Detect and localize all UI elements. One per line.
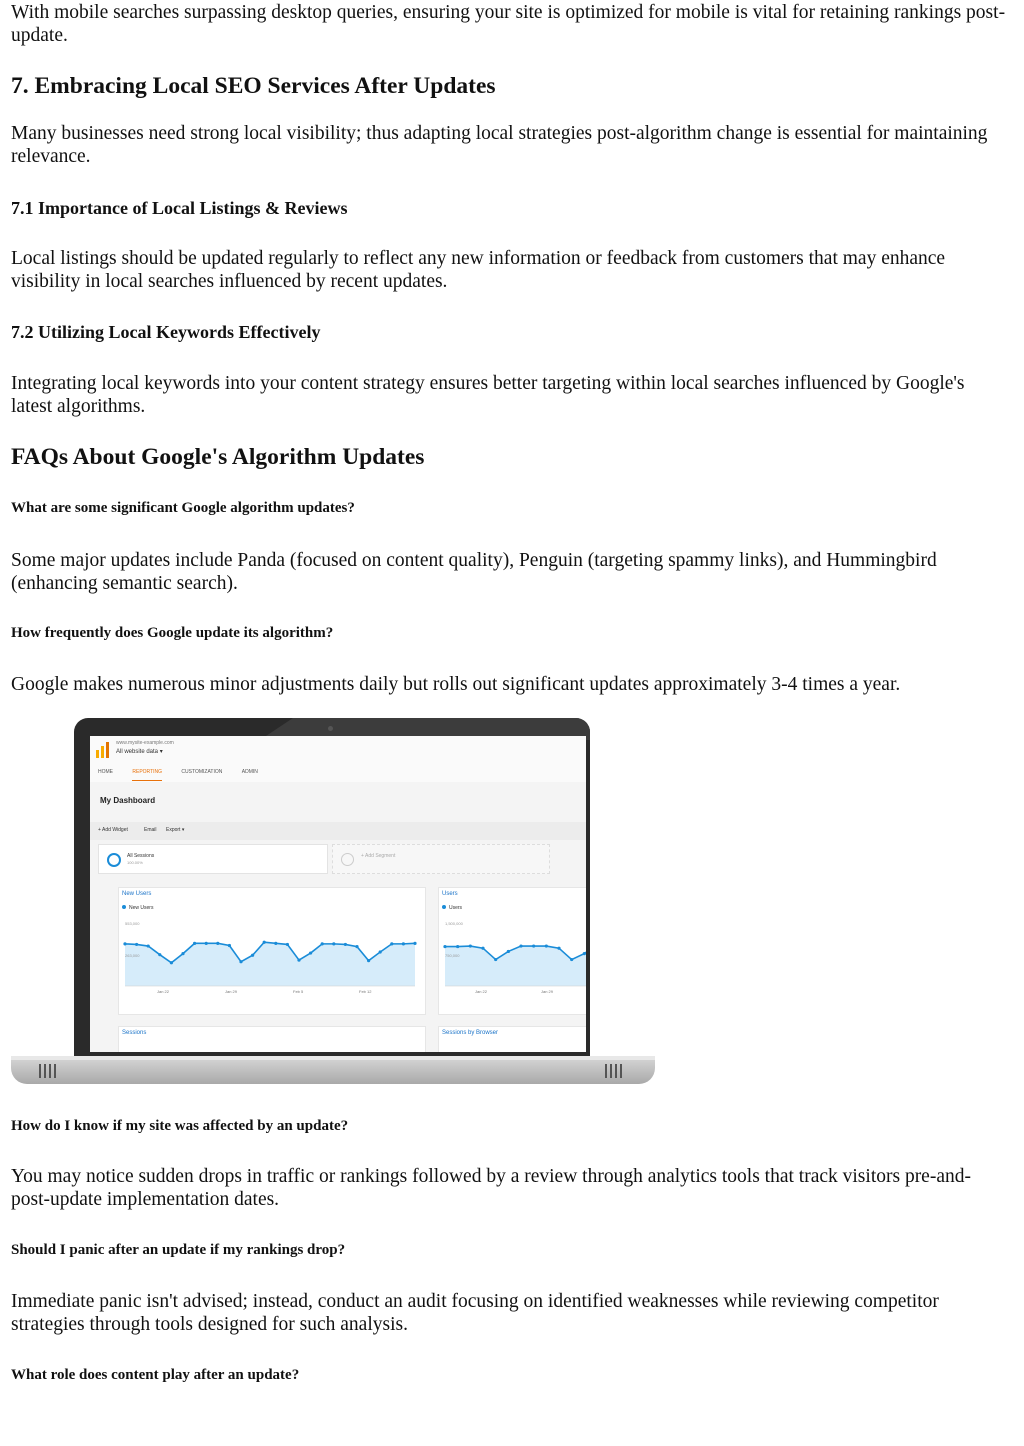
- legend-label: Users: [449, 905, 463, 911]
- add-segment-label: + Add Segment: [361, 853, 396, 859]
- data-point: [545, 944, 548, 947]
- area-fill: [445, 944, 586, 986]
- analytics-dashboard-screenshot: [90, 736, 586, 1052]
- sessions-by-browser-card: [438, 1026, 586, 1052]
- camera-dot: [328, 726, 333, 731]
- data-point: [402, 942, 405, 945]
- card-legend: [122, 905, 153, 911]
- y-tick: 263,000: [125, 953, 140, 958]
- data-point: [147, 944, 150, 947]
- analytics-logo-icon: [96, 742, 110, 758]
- segment-name: All Sessions: [127, 853, 155, 859]
- data-point: [205, 942, 208, 945]
- add-segment-box: [332, 844, 550, 874]
- x-tick: Jan 29: [225, 989, 238, 994]
- sessions-card: [118, 1026, 426, 1052]
- data-point: [413, 942, 416, 945]
- data-point: [519, 944, 522, 947]
- data-point: [507, 950, 510, 953]
- intro-paragraph: With mobile searches surpassing desktop queries, ensuring your site is optimized for mobile is vital for retaining rankings post-update.: [11, 2, 1006, 46]
- faq-question: What are some significant Google algorithm updates?: [11, 500, 355, 516]
- data-point: [390, 942, 393, 945]
- data-point: [135, 943, 138, 946]
- data-point: [263, 941, 266, 944]
- new-users-card: [118, 887, 426, 1015]
- data-point: [379, 950, 382, 953]
- x-tick: Jan 22: [475, 989, 488, 994]
- legend-dot: [442, 905, 446, 909]
- faq-answer: You may notice sudden drops in traffic or rankings followed by a review through analytics tools that track visitors pre-and-post-update implementation dates.: [11, 1166, 971, 1210]
- nav-reporting: REPORTING: [132, 769, 162, 781]
- users-sparkline: [439, 912, 586, 1014]
- area-fill: [125, 942, 415, 986]
- data-point: [286, 943, 289, 946]
- faq-question: How frequently does Google update its algorithm?: [11, 625, 334, 641]
- data-point: [494, 958, 497, 961]
- y-tick: 750,000: [445, 953, 460, 958]
- account-selector: All website data ▾: [116, 749, 163, 755]
- laptop-base: [11, 1056, 655, 1084]
- data-point: [355, 945, 358, 948]
- y-tick: 553,000: [125, 921, 140, 926]
- nav-admin: ADMIN: [241, 769, 258, 775]
- card-title: Sessions: [122, 1030, 147, 1036]
- export-label: Export ▾: [166, 827, 185, 833]
- data-point: [123, 942, 126, 945]
- empty-circle-icon: [341, 853, 354, 866]
- data-point: [469, 944, 472, 947]
- data-point: [239, 960, 242, 963]
- legend-label: New Users: [129, 905, 154, 911]
- data-point: [321, 942, 324, 945]
- data-point: [557, 947, 560, 950]
- data-point: [158, 953, 161, 956]
- data-point: [443, 945, 446, 948]
- x-tick: Feb 5: [293, 989, 304, 994]
- section-7-2-paragraph: Integrating local keywords into your content strategy ensures better targeting within local searches influenced by Google's latest algorithms.: [11, 373, 965, 417]
- segment-all-sessions: [98, 844, 328, 874]
- faq-answer: Some major updates include Panda (focused on content quality), Penguin (targeting spammy links), and Hummingbird (enhancing semantic search).: [11, 550, 937, 594]
- data-point: [297, 958, 300, 961]
- x-tick: Jan 22: [157, 989, 170, 994]
- users-card: [438, 887, 586, 1015]
- data-point: [193, 942, 196, 945]
- card-title: Users: [442, 891, 458, 897]
- card-title: Sessions by Browser: [442, 1030, 499, 1036]
- data-point: [309, 951, 312, 954]
- nav-customization: CUSTOMIZATION: [181, 769, 223, 775]
- faq-answer: Google makes numerous minor adjustments daily but rolls out significant updates approximately 3-4 times a year.: [11, 674, 901, 695]
- data-point: [170, 961, 173, 964]
- data-point: [367, 959, 370, 962]
- section-7-heading: 7. Embracing Local SEO Services After Updates: [11, 73, 496, 99]
- section-7-2-heading: 7.2 Utilizing Local Keywords Effectively: [11, 322, 321, 342]
- nav-home: HOME: [98, 769, 113, 775]
- section-7-1-heading: 7.1 Importance of Local Listings & Reviews: [11, 198, 348, 218]
- laptop-illustration: [11, 716, 657, 1091]
- segment-percent: 100.00%: [127, 860, 143, 865]
- faq-question: Should I panic after an update if my rankings drop?: [11, 1242, 346, 1258]
- dashboard-title: My Dashboard: [100, 796, 156, 805]
- data-point: [456, 945, 459, 948]
- x-tick: Feb 12: [359, 989, 372, 994]
- email-label: Email: [144, 827, 157, 833]
- faq-answer: Immediate panic isn't advised; instead, conduct an audit focusing on identified weaknesses while reviewing competitor strategies through tools designed for such analysis.: [11, 1291, 939, 1335]
- data-point: [344, 943, 347, 946]
- data-point: [570, 958, 573, 961]
- section-7-paragraph: Many businesses need strong local visibility; thus adapting local strategies post-algorithm change is essential for maintaining relevance.: [11, 123, 988, 167]
- data-point: [216, 942, 219, 945]
- data-point: [332, 942, 335, 945]
- vent-grille-right: [605, 1064, 625, 1078]
- data-point: [228, 944, 231, 947]
- x-tick: Jan 29: [541, 989, 554, 994]
- segment-circle-icon: [107, 853, 121, 867]
- data-point: [251, 954, 254, 957]
- section-7-1-paragraph: Local listings should be updated regularly to reflect any new information or feedback from customers that may enhance visibility in local searches influenced by recent updates.: [11, 248, 946, 292]
- legend-dot: [122, 905, 126, 909]
- faq-question: How do I know if my site was affected by an update?: [11, 1118, 349, 1134]
- y-tick: 1,500,000: [445, 921, 463, 926]
- data-point: [532, 944, 535, 947]
- card-title: New Users: [122, 891, 152, 897]
- dashboard-nav: [98, 769, 276, 781]
- data-point: [583, 952, 586, 955]
- new-users-sparkline: [119, 912, 425, 1014]
- vent-grille-left: [39, 1064, 59, 1078]
- add-widget-label: + Add Widget: [98, 827, 128, 833]
- data-point: [181, 952, 184, 955]
- site-url: www.mysite-example.com: [116, 740, 174, 746]
- data-point: [481, 947, 484, 950]
- card-legend: [442, 905, 462, 911]
- faq-heading: FAQs About Google's Algorithm Updates: [11, 444, 425, 470]
- data-point: [274, 942, 277, 945]
- dashboard-toolbar: [90, 822, 586, 840]
- dashboard-header: [90, 736, 586, 782]
- faq-question: What role does content play after an update?: [11, 1367, 300, 1383]
